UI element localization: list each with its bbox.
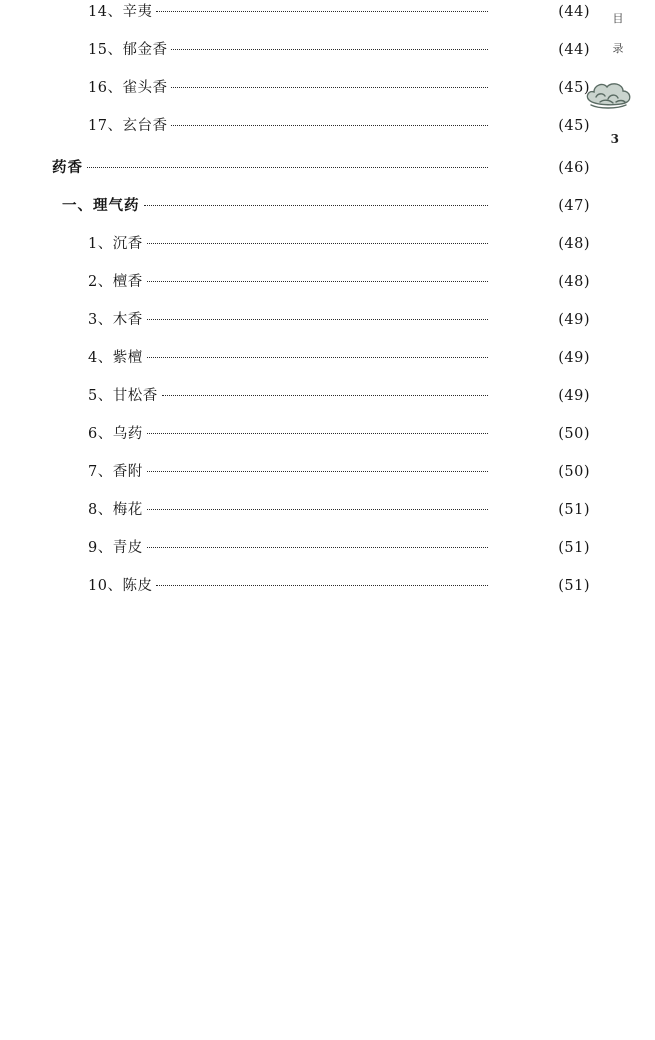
toc-entry-label: 2、檀香	[88, 274, 143, 290]
toc-entry-label: 4、紫檀	[88, 350, 143, 366]
toc-entry-page: (45)	[558, 80, 590, 96]
toc-entry[interactable]	[0, 460, 590, 498]
toc-dot-leader	[147, 538, 488, 553]
toc-dot-leader	[147, 500, 488, 515]
toc-entry[interactable]	[0, 536, 590, 574]
vertical-section-label	[609, 4, 627, 64]
toc-dot-leader	[171, 78, 488, 93]
toc-entry-label: 7、香附	[88, 464, 143, 480]
toc-dot-leader	[147, 234, 488, 249]
toc-entry-page: (48)	[558, 236, 590, 252]
toc-entry-page: (51)	[558, 578, 590, 594]
toc-entry[interactable]	[0, 76, 590, 114]
toc-entry-label: 3、木香	[88, 312, 143, 328]
toc-entry-page: (50)	[558, 464, 590, 480]
toc-entry-page: (51)	[558, 540, 590, 556]
toc-entry-page: (49)	[558, 350, 590, 366]
toc-entry-page: (49)	[558, 312, 590, 328]
toc-entry[interactable]	[0, 38, 590, 76]
toc-entry[interactable]	[0, 308, 590, 346]
page-side-rail	[577, 0, 655, 520]
cloud-ornament-icon	[583, 72, 635, 114]
toc-dot-leader	[147, 424, 488, 439]
toc-entry-label: 药香	[52, 159, 83, 176]
toc-entry[interactable]	[0, 574, 590, 612]
toc-dot-leader	[156, 2, 488, 17]
toc-entry[interactable]	[0, 422, 590, 460]
toc-entry[interactable]	[0, 156, 590, 194]
toc-entry[interactable]	[0, 346, 590, 384]
toc-dot-leader	[144, 196, 489, 211]
toc-entry-page: (45)	[558, 118, 590, 134]
toc-entry-label: 14、辛夷	[88, 4, 153, 20]
page-number: 3	[610, 132, 619, 146]
toc-entry-label: 16、雀头香	[88, 80, 168, 96]
toc-dot-leader	[147, 310, 488, 325]
toc-entry-label: 15、郁金香	[88, 42, 168, 58]
toc-entry-page: (44)	[558, 4, 590, 20]
toc-entry[interactable]	[0, 498, 590, 536]
toc-entry[interactable]	[0, 114, 590, 152]
toc-entry[interactable]	[0, 232, 590, 270]
toc-entry-label: 8、梅花	[88, 502, 143, 518]
toc-dot-leader	[162, 386, 488, 401]
toc-entry[interactable]	[0, 384, 590, 422]
toc-dot-leader	[156, 576, 488, 591]
toc-entry-page: (46)	[558, 160, 590, 176]
toc-dot-leader	[87, 158, 488, 173]
toc-entry[interactable]	[0, 0, 590, 38]
toc-dot-leader	[147, 348, 488, 363]
toc-entry-label: 一、理气药	[62, 197, 140, 214]
toc-entry-label: 5、甘松香	[88, 388, 158, 404]
toc-entry-label: 1、沉香	[88, 236, 143, 252]
toc-entry-label: 10、陈皮	[88, 578, 153, 594]
toc-entry-page: (50)	[558, 426, 590, 442]
side-label-char-1: 目	[612, 12, 624, 25]
toc-dot-leader	[171, 40, 488, 55]
toc-entry-label: 17、玄台香	[88, 118, 168, 134]
toc-entry-page: (47)	[558, 198, 590, 214]
toc-entry[interactable]	[0, 270, 590, 308]
side-label-char-2: 录	[612, 42, 624, 55]
toc-dot-leader	[171, 116, 488, 131]
toc-entry-label: 9、青皮	[88, 540, 143, 556]
toc-entry-page: (49)	[558, 388, 590, 404]
toc-dot-leader	[147, 462, 488, 477]
toc-entry-page: (48)	[558, 274, 590, 290]
toc-entry-page: (51)	[558, 502, 590, 518]
toc-entry[interactable]	[0, 194, 590, 232]
toc-entry-label: 6、乌药	[88, 426, 143, 442]
toc-entry-page: (44)	[558, 42, 590, 58]
toc-dot-leader	[147, 272, 488, 287]
